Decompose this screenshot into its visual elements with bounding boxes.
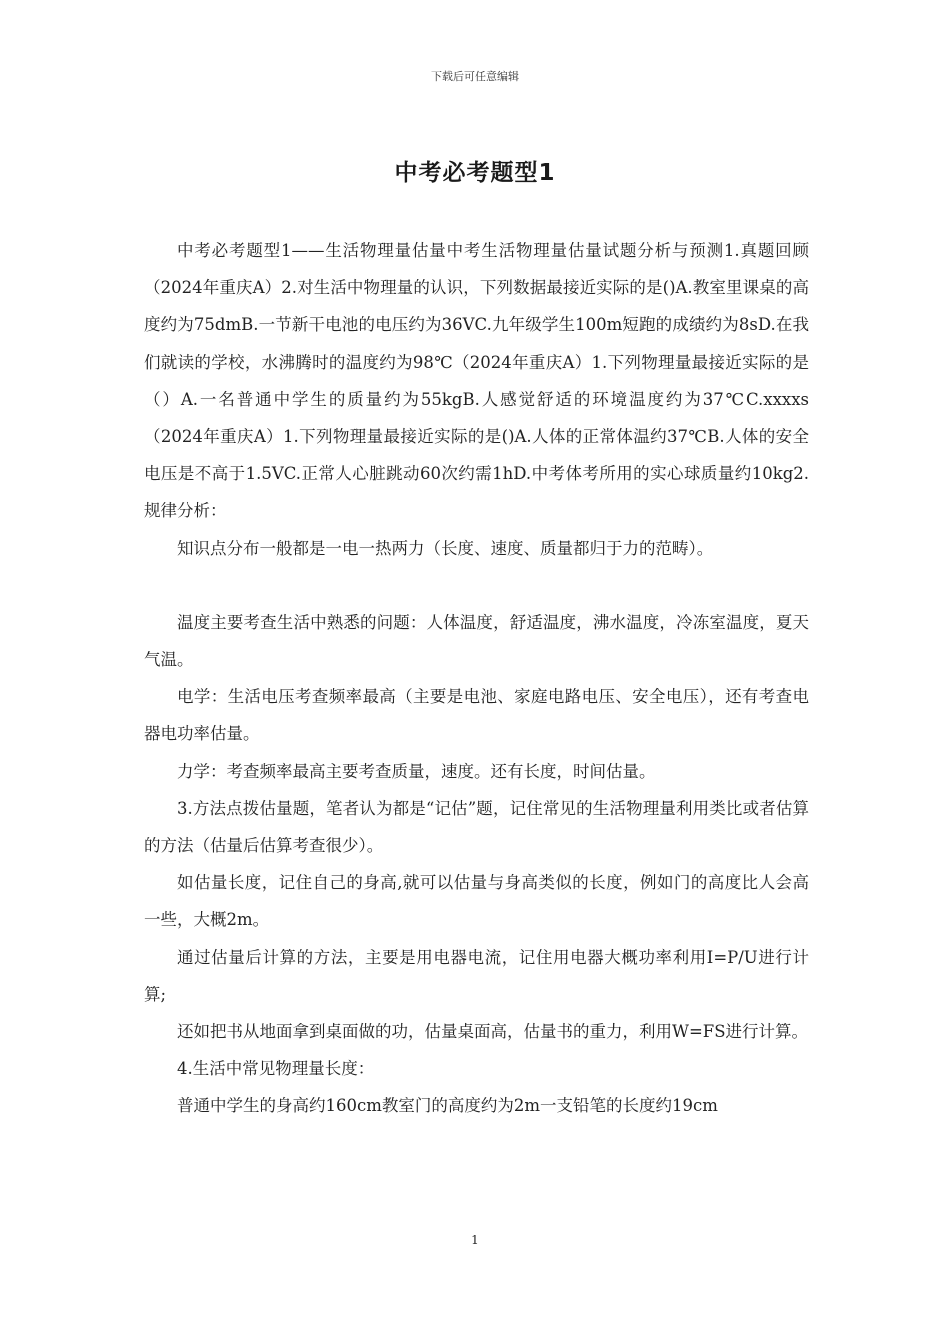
paragraph-temperature: 温度主要考查生活中熟悉的问题：人体温度，舒适温度，沸水温度，冷冻室温度，夏天气温。 xyxy=(144,612,809,670)
page-title: 中考必考题型1 xyxy=(394,160,556,186)
paragraph-electricity: 电学：生活电压考查频率最高（主要是电池、家庭电路电压、安全电压），还有考查电器电功率估量。 xyxy=(144,687,809,744)
paragraph-mechanics: 力学：考查频率最高主要考查质量，速度。还有长度，时间估量。 xyxy=(177,761,656,781)
paragraph-method: 3.方法点拨估量题，笔者认为都是“记估”题，记住常见的生活物理量利用类比或者估算的方法（估量后估算考查很少）。 xyxy=(144,798,809,856)
paragraph-work-calc: 还如把书从地面拿到桌面做的功，估量桌面高，估量书的重力，利用W=FS进行计算。 xyxy=(177,1022,809,1042)
page-number: 1 xyxy=(471,1233,479,1247)
header-note: 下载后可任意编辑 xyxy=(431,70,519,83)
paragraph-current-calc: 通过估量后计算的方法，主要是用电器电流，记住用电器大概功率利用I=P/U进行计算; xyxy=(144,947,809,1004)
paragraph-length-example: 如估量长度，记住自己的身高,就可以估量与身高类似的长度，例如门的高度比人会高一些，大概2m。 xyxy=(144,873,809,930)
paragraph-knowledge-distribution: 知识点分布一般都是一电一热两力（长度、速度、质量都归于力的范畴）。 xyxy=(177,538,714,558)
document-body xyxy=(144,232,809,1125)
paragraph-section-heading: 4.生活中常见物理量长度： xyxy=(177,1059,375,1079)
paragraph-intro: 中考必考题型1——生活物理量估量中考生活物理量估量试题分析与预测1.真题回顾（2024年重庆A）2.对生活中物理量的认识，下列数据最接近实际的是()A.教室里课桌的高度约为75dmB.一节新干电池的电压约为36VC.九年级学生100m短跑的成绩约为8sD.在我们就读的学校，水沸腾时的温度约为98℃（2024年重庆A）1.下列物理量最接近实际的是（）A.一名普通中学生的质量约为55kgB.人感觉舒适的环境温度约为37℃C.xxxxs（2024年重庆A）1.下列物理量最接近实际的是()A.人体的正常体温约37℃B.人体的安全电压是不高于1.5VC.正常人心脏跳动60次约需1hD.中考体考所用的实心球质量约10kg2.规律分析： xyxy=(144,241,809,521)
paragraph-length-values: 普通中学生的身高约160cm教室门的高度约为2m一支铅笔的长度约19cm xyxy=(177,1096,718,1116)
